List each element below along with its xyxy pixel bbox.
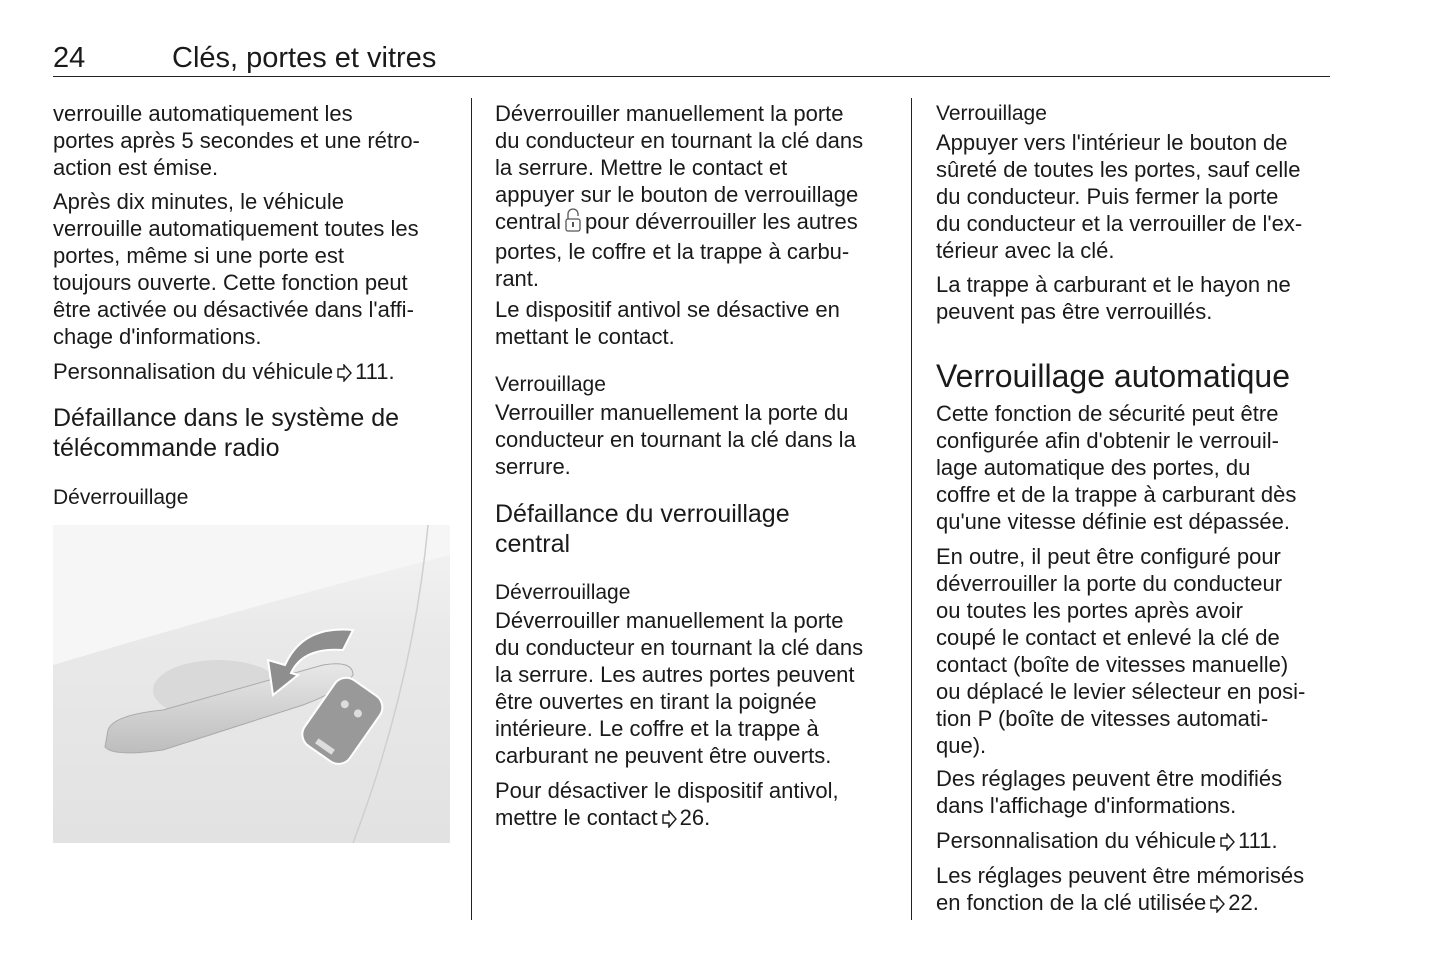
text-line: Après dix minutes, le véhicule <box>53 189 345 214</box>
text-line: déverrouiller la porte du conducteur <box>936 571 1283 596</box>
text-line: lage automatique des portes, du <box>936 455 1251 480</box>
subheading: Déverrouillage <box>53 486 189 509</box>
text-line <box>53 358 453 388</box>
paragraph <box>936 543 1336 759</box>
text-line: configurée afin d'obtenir le verrouil- <box>936 428 1279 453</box>
text-line: coupé le contact et enlevé la clé de <box>936 625 1280 650</box>
text-segment: mettre le contact <box>495 805 658 830</box>
cross-reference-arrow-icon[interactable] <box>1209 892 1225 919</box>
text-line <box>936 889 1336 919</box>
paragraph <box>936 129 1336 264</box>
text-line: que). <box>936 733 987 758</box>
door-handle-key-illustration <box>53 525 450 843</box>
text-line: Déverrouiller manuellement la porte <box>495 608 844 633</box>
paragraph <box>936 400 1336 535</box>
text-line: être activée ou désactivée dans l'affi- <box>53 297 414 322</box>
text-line: Appuyer vers l'intérieur le bouton de <box>936 130 1288 155</box>
column-divider <box>911 98 912 920</box>
text-line: central <box>495 530 571 558</box>
text-segment: pour déverrouiller les autres <box>585 209 858 234</box>
paragraph <box>53 188 453 350</box>
section-heading <box>53 403 453 463</box>
text-segment: en fonction de la clé utilisée <box>936 890 1207 915</box>
text-segment: 111. <box>1238 828 1278 853</box>
text-line <box>495 208 895 238</box>
text-line: Les réglages peuvent être mémorisés <box>936 863 1305 888</box>
text-line: du conducteur. Puis fermer la porte <box>936 184 1279 209</box>
text-line: la serrure. Les autres portes peuvent <box>495 662 855 687</box>
text-line: action est émise. <box>53 155 219 180</box>
page-number: 24 <box>53 42 86 74</box>
text-line: sûreté de toutes les portes, sauf celle <box>936 157 1301 182</box>
text-line: chage d'informations. <box>53 324 262 349</box>
text-line: Défaillance du verrouillage <box>495 500 790 528</box>
text-line: mettant le contact. <box>495 324 675 349</box>
cross-reference-arrow-icon[interactable] <box>661 807 677 834</box>
text-line: Cette fonction de sécurité peut être <box>936 401 1279 426</box>
text-line: dans l'affichage d'informations. <box>936 793 1237 818</box>
text-segment: central <box>495 209 562 234</box>
text-line: télécommande radio <box>53 434 280 462</box>
subheading: Verrouillage <box>495 373 606 396</box>
text-line: Déverrouiller manuellement la porte <box>495 101 844 126</box>
text-line: térieur avec la clé. <box>936 238 1115 263</box>
text-segment: 26. <box>679 805 711 830</box>
text-segment: 22. <box>1228 890 1259 915</box>
text-line: du conducteur en tournant la clé dans <box>495 128 864 153</box>
text-segment: Personnalisation du véhicule <box>936 828 1217 853</box>
paragraph <box>495 777 895 834</box>
subheading: Déverrouillage <box>495 581 631 604</box>
text-line: du conducteur en tournant la clé dans <box>495 635 864 660</box>
text-line: Le dispositif antivol se désactive en <box>495 297 840 322</box>
text-line: Pour désactiver le dispositif antivol, <box>495 778 839 803</box>
text-segment: 111. <box>355 359 395 384</box>
text-line: toujours ouverte. Cette fonction peut <box>53 270 408 295</box>
paragraph <box>53 358 453 388</box>
text-line: Verrouillage automatique <box>936 358 1291 394</box>
paragraph <box>495 399 895 480</box>
text-line: la serrure. Mettre le contact et <box>495 155 788 180</box>
text-line: ou déplacé le levier sélecteur en posi- <box>936 679 1306 704</box>
text-line <box>495 804 895 834</box>
section-heading <box>495 499 895 559</box>
text-line: peuvent pas être verrouillés. <box>936 299 1213 324</box>
paragraph <box>495 296 895 350</box>
text-line: contact (boîte de vitesses manuelle) <box>936 652 1289 677</box>
text-line: ou toutes les portes après avoir <box>936 598 1243 623</box>
column-divider <box>471 98 472 920</box>
text-line: conducteur en tournant la clé dans la <box>495 427 856 452</box>
paragraph <box>936 765 1336 819</box>
section-heading <box>936 357 1336 395</box>
text-line: En outre, il peut être configuré pour <box>936 544 1281 569</box>
text-line <box>936 827 1336 857</box>
text-line: La trappe à carburant et le hayon ne <box>936 272 1291 297</box>
paragraph <box>495 607 895 769</box>
text-line: verrouille automatiquement toutes les <box>53 216 419 241</box>
text-line: Défaillance dans le système de <box>53 404 400 432</box>
text-line: rant. <box>495 266 540 291</box>
cross-reference-arrow-icon[interactable] <box>336 361 352 388</box>
unlock-icon <box>564 208 582 238</box>
text-line: coffre et de la trappe à carburant dès <box>936 482 1297 507</box>
text-line: Verrouiller manuellement la porte du <box>495 400 849 425</box>
text-line: verrouille automatiquement les <box>53 101 353 126</box>
paragraph <box>936 827 1336 857</box>
text-line: portes, même si une porte est <box>53 243 345 268</box>
paragraph <box>495 100 895 292</box>
text-line: du conducteur et la verrouiller de l'ex- <box>936 211 1303 236</box>
text-line: tion P (boîte de vitesses automati- <box>936 706 1269 731</box>
header-rule <box>53 76 1330 77</box>
text-line: Des réglages peuvent être modifiés <box>936 766 1283 791</box>
page-title: Clés, portes et vitres <box>172 42 437 74</box>
text-line: carburant ne peuvent être ouverts. <box>495 743 832 768</box>
text-line: qu'une vitesse définie est dépassée. <box>936 509 1290 534</box>
paragraph <box>53 100 453 181</box>
text-line: être ouvertes en tirant la poignée <box>495 689 817 714</box>
text-line: intérieure. Le coffre et la trappe à <box>495 716 819 741</box>
text-segment: Personnalisation du véhicule <box>53 359 334 384</box>
text-line: portes, le coffre et la trappe à carbu- <box>495 239 850 264</box>
text-line: serrure. <box>495 454 571 479</box>
paragraph <box>936 271 1336 325</box>
cross-reference-arrow-icon[interactable] <box>1219 830 1235 857</box>
text-line: portes après 5 secondes et une rétro- <box>53 128 420 153</box>
text-line: appuyer sur le bouton de verrouillage <box>495 182 859 207</box>
paragraph <box>936 862 1336 919</box>
subheading: Verrouillage <box>936 102 1047 125</box>
